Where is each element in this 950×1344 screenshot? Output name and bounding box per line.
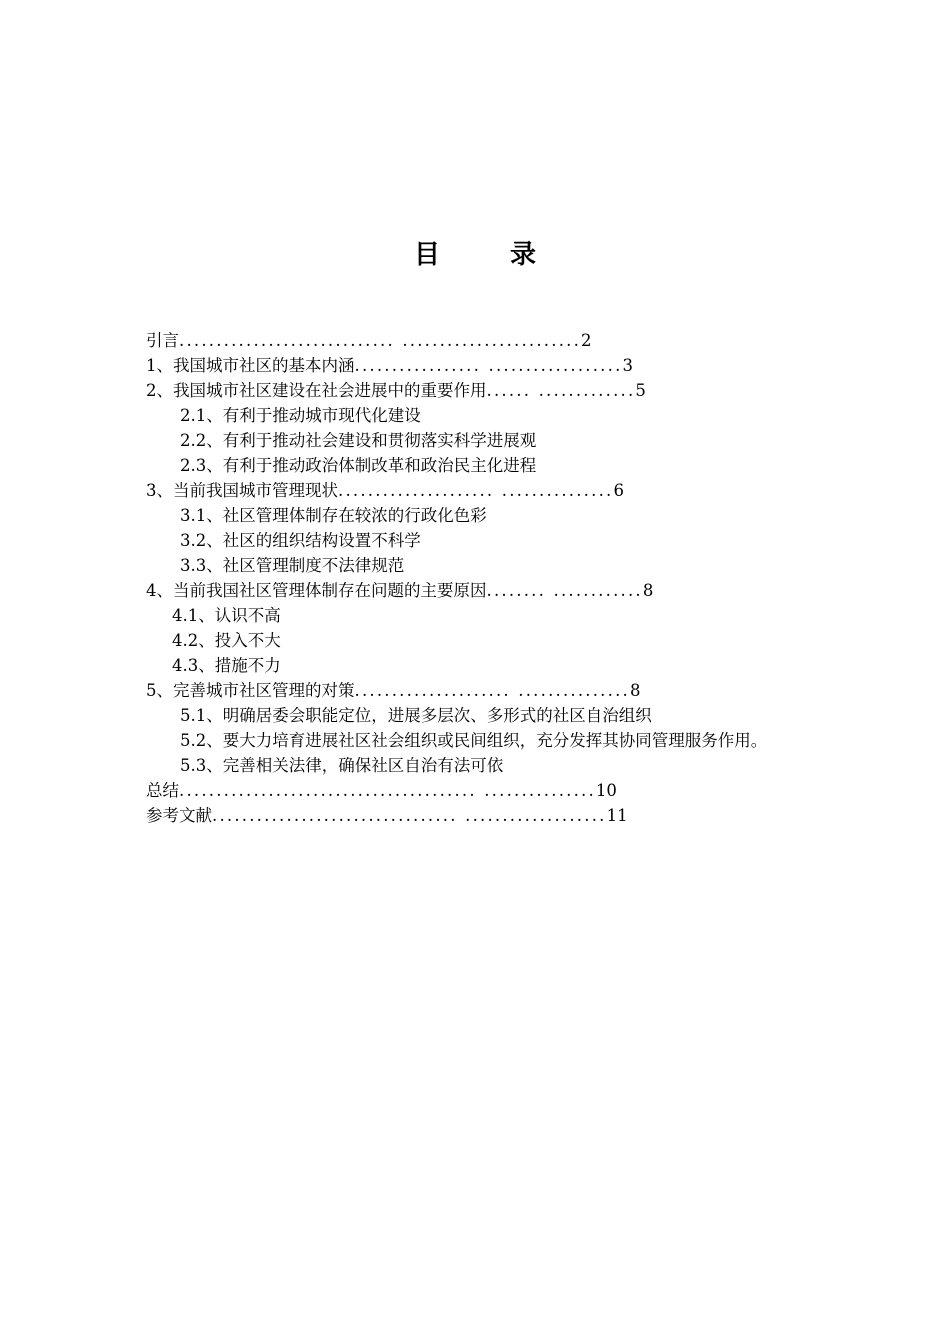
toc-subentry-label: 5.1、明确居委会职能定位，进展多层次、多形式的社区自治组织: [180, 706, 652, 725]
toc-subentry[interactable]: [146, 603, 810, 628]
toc-page-number: 5: [635, 381, 646, 400]
toc-subentry-label: 2.1、有利于推动城市现代化建设: [180, 406, 421, 425]
toc-entry-label: 引言: [146, 331, 179, 350]
toc-subentry[interactable]: [146, 728, 810, 753]
toc-entry[interactable]: [146, 778, 810, 803]
toc-entry[interactable]: [146, 578, 810, 603]
toc-entry[interactable]: [146, 328, 810, 353]
toc-subentry[interactable]: [146, 528, 810, 553]
toc-subentry[interactable]: [146, 453, 810, 478]
toc-subentry-label: 3.3、社区管理制度不法律规范: [180, 556, 405, 575]
toc-subentry[interactable]: [146, 403, 810, 428]
toc-subentry[interactable]: [146, 553, 810, 578]
toc-subentry[interactable]: [146, 503, 810, 528]
toc-leader-dots: ........ ............: [486, 581, 643, 600]
toc-title: [0, 234, 950, 271]
toc-entry-label: 2、我国城市社区建设在社会进展中的重要作用: [146, 381, 487, 400]
toc-page-number: 3: [622, 356, 634, 375]
toc-subentry[interactable]: [146, 753, 810, 778]
toc-leader-dots: ..................... ...............: [354, 681, 630, 700]
toc-subentry-label: 4.3、措施不力: [172, 656, 281, 675]
table-of-contents: [146, 328, 810, 828]
toc-subentry[interactable]: [146, 628, 810, 653]
toc-subentry-label: 3.1、社区管理体制存在较浓的行政化色彩: [180, 506, 487, 525]
toc-subentry-label: 5.3、完善相关法律，确保社区自治有法可依: [180, 756, 504, 775]
toc-subentry[interactable]: [146, 428, 810, 453]
toc-subentry-label: 2.3、有利于推动政治体制改革和政治民主化进程: [180, 456, 537, 475]
toc-page-number: 8: [629, 681, 641, 700]
toc-subentry[interactable]: [146, 703, 810, 728]
toc-entry-label: 参考文献: [146, 806, 212, 825]
toc-leader-dots: ..................... ...............: [338, 481, 614, 500]
toc-entry-label: 5、完善城市社区管理的对策: [146, 681, 355, 700]
toc-entry[interactable]: [146, 353, 810, 378]
toc-subentry-label: 4.2、投入不大: [172, 631, 281, 650]
toc-page-number: 11: [606, 806, 628, 825]
toc-entry-label: 3、当前我国城市管理现状: [146, 481, 338, 500]
toc-page-number: 6: [613, 481, 624, 500]
toc-entry[interactable]: [146, 478, 810, 503]
toc-subentry-label: 5.2、要大力培育进展社区社会组织或民间组织，充分发挥其协同管理服务作用。: [180, 731, 768, 750]
toc-page-number: 2: [581, 331, 592, 350]
toc-title-char: 录: [510, 240, 537, 270]
toc-page-number: 8: [642, 581, 654, 600]
toc-subentry-label: 2.2、有利于推动社会建设和贯彻落实科学进展观: [180, 431, 537, 450]
toc-leader-dots: ...... .............: [486, 381, 636, 400]
toc-leader-dots: ................................. ...................: [212, 806, 607, 825]
toc-leader-dots: ................. ..................: [354, 356, 623, 375]
toc-title-char: 目: [413, 240, 440, 270]
toc-entry-label: 4、当前我国社区管理体制存在问题的主要原因: [146, 581, 487, 600]
toc-entry[interactable]: [146, 678, 810, 703]
toc-leader-dots: ........................................ ...............: [179, 781, 596, 800]
toc-subentry-label: 4.1、认识不高: [172, 606, 281, 625]
toc-entry[interactable]: [146, 378, 810, 403]
toc-entry[interactable]: [146, 803, 810, 828]
toc-entry-label: 总结: [146, 781, 179, 800]
toc-subentry[interactable]: [146, 653, 810, 678]
toc-leader-dots: ............................. ........................: [179, 331, 582, 350]
toc-subentry-label: 3.2、社区的组织结构设置不科学: [180, 531, 421, 550]
toc-page-number: 10: [595, 781, 617, 800]
toc-entry-label: 1、我国城市社区的基本内涵: [146, 356, 355, 375]
